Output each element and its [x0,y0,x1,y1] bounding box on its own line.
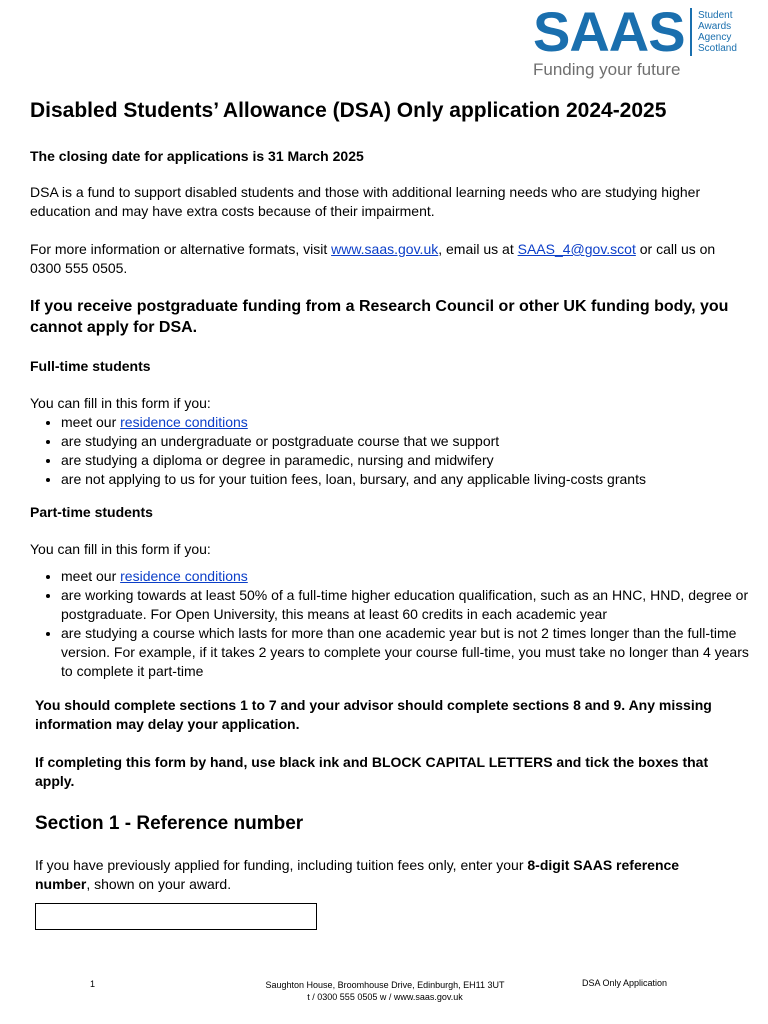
email-link[interactable]: SAAS_4@gov.scot [517,241,636,257]
contact-paragraph [30,240,720,278]
list-item: • are studying an undergraduate or postgraduate course that we support [61,432,761,451]
part-time-lead: You can fill in this form if you: [30,541,211,557]
logo-line: Awards [698,21,732,32]
part-time-heading: Part-time students [30,504,153,520]
list-item [61,413,761,432]
list-item: • are working towards at least 50% of a full-time higher education qualification, such as an HNC, HND, degree or postgraduate. For Open University, this means at least 60 credits in each academic year [61,586,764,624]
section-1-heading: Section 1 - Reference number [35,813,304,834]
logo-line: Student [698,10,733,21]
part-time-list [30,567,764,681]
logo-agency-name [698,10,737,54]
contact-text: , email us at [438,241,518,257]
full-time-heading: Full-time students [30,358,151,374]
footer-document-name: DSA Only Application [582,978,668,988]
instruction-text: If you have previously applied for funding, including tuition fees only, enter your [35,857,528,873]
instruction-bold: 8-digit SAAS reference number [35,857,680,892]
logo-line: Scotland [698,43,737,54]
page-number: 1 [90,979,96,989]
list-item [61,567,764,586]
instruction-text: , shown on your award. [86,876,232,892]
logo-divider [690,8,692,56]
footer-contact: t / 0300 555 0505 w / www.saas.gov.uk [307,992,463,1002]
closing-date: The closing date for applications is 31 March 2025 [30,148,364,164]
contact-text: For more information or alternative formats, visit [30,241,332,257]
postgraduate-warning: If you receive postgraduate funding from a Research Council or other UK funding body, you cannot apply for DSA. [30,298,729,336]
page-title: Disabled Students’ Allowance (DSA) Only application 2024-2025 [30,99,667,122]
handwriting-note: If completing this form by hand, use black ink and BLOCK CAPITAL LETTERS and tick the boxes that apply. [35,754,709,789]
list-item-text: meet our [61,414,121,430]
website-link[interactable]: www.saas.gov.uk [331,241,439,257]
logo-line: Agency [698,32,732,43]
list-item-text: meet our [61,568,121,584]
residence-conditions-link[interactable]: residence conditions [120,414,248,430]
section-1-instructions [35,856,715,894]
list-item: • are not applying to us for your tuition fees, loan, bursary, and any applicable living-costs grants [61,470,761,489]
contact-text: or call us on 0300 555 0505. [30,241,716,276]
reference-number-field[interactable] [35,903,317,930]
intro-paragraph: DSA is a fund to support disabled students and those with additional learning needs who are studying higher education and may have extra costs because of their impairment. [30,184,701,219]
full-time-lead: You can fill in this form if you: [30,395,211,411]
full-time-list [30,413,761,489]
list-item: • are studying a diploma or degree in paramedic, nursing and midwifery [61,451,761,470]
footer-address: Saughton House, Broomhouse Drive, Edinburgh, EH11 3UT [265,980,505,990]
saas-logo: SAAS [533,0,685,63]
residence-conditions-link[interactable]: residence conditions [120,568,248,584]
footer-address-block [230,979,540,1003]
list-item: • are studying a course which lasts for more than one academic year but is not 2 times longer than the full-time version. For example, if it takes 2 years to complete your course full-time, you must take no longer than 4 years to complete it part-time [61,624,764,681]
logo-tagline: Funding your future [533,60,681,79]
sections-note: You should complete sections 1 to 7 and your advisor should complete sections 8 and 9. Any missing information may delay your application. [35,697,712,732]
